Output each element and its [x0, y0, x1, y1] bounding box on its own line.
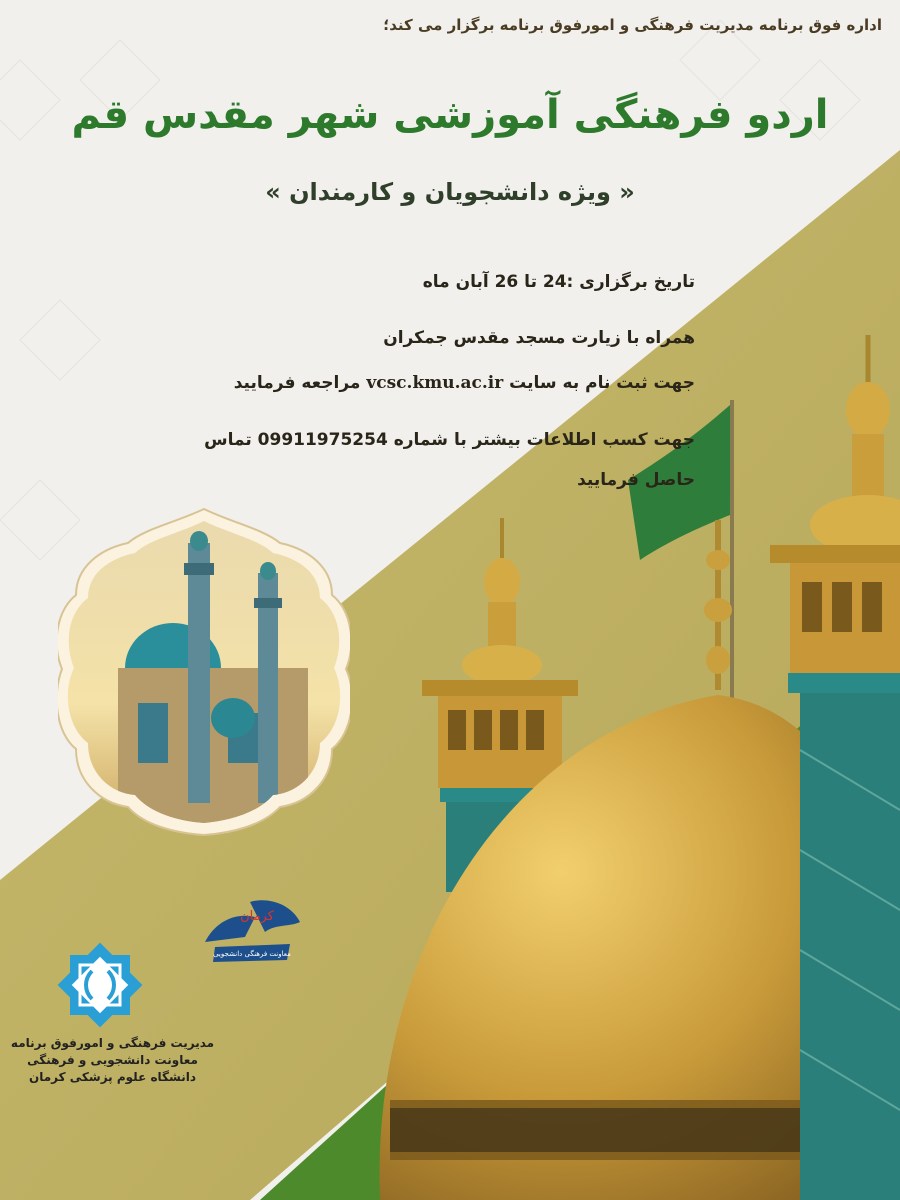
- kerman-city-label: کرمان: [240, 909, 274, 924]
- jamkaran-mosque-picture: [58, 503, 350, 838]
- university-logo: [55, 940, 145, 1030]
- shrine-illustration: [360, 330, 900, 1200]
- event-date: تاریخ برگزاری :24 تا 26 آبان ماه: [422, 272, 695, 292]
- pilgrimage-note: همراه با زیارت مسجد مقدس جمکران: [383, 328, 695, 348]
- contact-line-1: جهت کسب اطلاعات بیشتر با شماره 09911975254 تماس: [204, 430, 695, 450]
- registration-line: [234, 373, 695, 393]
- registration-url[interactable]: vcsc.kmu.ac.ir: [366, 373, 504, 393]
- registration-prefix: جهت ثبت نام به سایت: [509, 373, 695, 393]
- dome-finial: [704, 520, 732, 690]
- page-title: اردو فرهنگی آموزشی شهر مقدس قم: [71, 92, 829, 138]
- university-line-1: مدیریت فرهنگی و امورفوق برنامه: [10, 1036, 215, 1050]
- mosque-minaret-left: [188, 543, 210, 803]
- kerman-cultural-logo: [195, 882, 310, 972]
- subtitle: « ویژه دانشجویان و کارمندان »: [265, 178, 635, 206]
- contact-line-2: حاصل فرمایید: [577, 470, 695, 490]
- university-caption: [10, 1035, 215, 1086]
- registration-suffix: مراجعه فرمایید: [233, 373, 361, 393]
- university-line-3: دانشگاه علوم پزشکی کرمان: [28, 1070, 196, 1084]
- organizer-line: اداره فوق برنامه مدیریت فرهنگی و امورفوق برنامه برگزار می کند؛: [383, 16, 882, 34]
- university-line-2: معاونت دانشجویی و فرهنگی: [27, 1053, 198, 1067]
- kerman-caption: معاونت فرهنگی دانشجویی: [213, 950, 291, 958]
